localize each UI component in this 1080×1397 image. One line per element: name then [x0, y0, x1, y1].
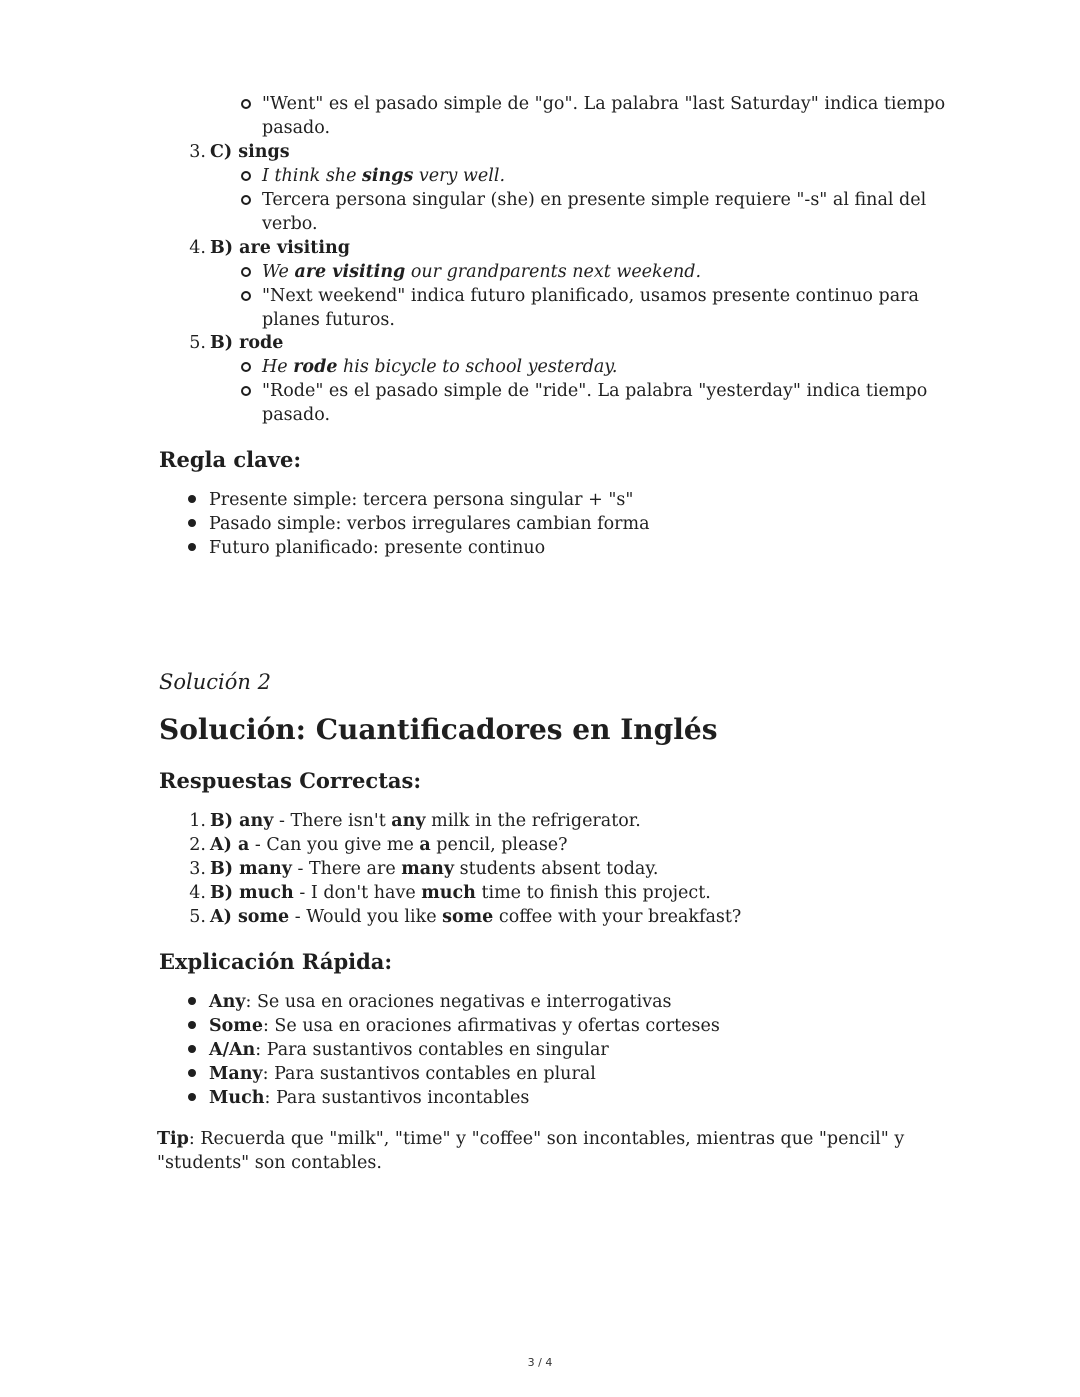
list-item-text: Tercera persona singular (she) en presente simple requiere "-s" al final del — [262, 190, 927, 210]
list-item-text: verbo. — [262, 214, 318, 234]
hollow-bullet-icon — [241, 386, 251, 396]
bullet-icon — [188, 519, 196, 527]
answer-item: B) any - There isn't any milk in the refrigerator. — [210, 811, 641, 831]
rule-item: Presente simple: tercera persona singular + "s" — [209, 490, 634, 510]
hollow-bullet-icon — [241, 195, 251, 205]
tip-paragraph-continued: "students" son contables. — [157, 1153, 382, 1173]
example-sentence: I think she sings very well. — [262, 166, 506, 186]
example-sentence: We are visiting our grandparents next weekend. — [262, 262, 702, 282]
list-number: 5. — [189, 907, 206, 927]
hollow-bullet-icon — [241, 267, 251, 277]
page-title: Solución: Cuantificadores en Inglés — [159, 713, 718, 746]
explanation-item: A/An: Para sustantivos contables en singular — [209, 1040, 609, 1060]
list-number: 3. — [189, 142, 206, 162]
bullet-icon — [188, 543, 196, 551]
list-number: 4. — [189, 238, 206, 258]
explanation-item: Many: Para sustantivos contables en plural — [209, 1064, 596, 1084]
bullet-icon — [188, 1093, 196, 1101]
list-number: 5. — [189, 333, 206, 353]
answer-item: A) a - Can you give me a pencil, please? — [210, 835, 568, 855]
explanation-item: Some: Se usa en oraciones afirmativas y ofertas corteses — [209, 1016, 720, 1036]
section-heading-regla: Regla clave: — [159, 447, 302, 472]
section-heading-respuestas: Respuestas Correctas: — [159, 768, 422, 793]
list-number: 1. — [189, 811, 206, 831]
page-number: 3 / 4 — [527, 1356, 553, 1369]
list-item-text: planes futuros. — [262, 310, 395, 330]
hollow-bullet-icon — [241, 171, 251, 181]
list-item-text: "Next weekend" indica futuro planificado, usamos presente continuo para — [262, 286, 919, 306]
answer-item: B) many - There are many students absent today. — [210, 859, 659, 879]
example-sentence: He rode his bicycle to school yesterday. — [262, 357, 618, 377]
bullet-icon — [188, 1045, 196, 1053]
hollow-bullet-icon — [241, 291, 251, 301]
list-item-text: pasado. — [262, 405, 331, 425]
answer-item: B) much - I don't have much time to finish this project. — [210, 883, 711, 903]
bullet-icon — [188, 1021, 196, 1029]
tip-paragraph: Tip: Recuerda que "milk", "time" y "coffee" son incontables, mientras que "pencil" y — [157, 1129, 905, 1149]
explanation-item: Much: Para sustantivos incontables — [209, 1088, 530, 1108]
rule-item: Pasado simple: verbos irregulares cambian forma — [209, 514, 650, 534]
solution-subtitle: Solución 2 — [159, 670, 271, 694]
list-number: 4. — [189, 883, 206, 903]
list-number: 3. — [189, 859, 206, 879]
hollow-bullet-icon — [241, 362, 251, 372]
list-item-text: "Went" es el pasado simple de "go". La palabra "last Saturday" indica tiempo — [262, 94, 946, 114]
list-item-text: pasado. — [262, 118, 331, 138]
bullet-icon — [188, 997, 196, 1005]
explanation-item: Any: Se usa en oraciones negativas e interrogativas — [209, 992, 672, 1012]
answer-label: B) rode — [210, 333, 284, 353]
list-item-text: "Rode" es el pasado simple de "ride". La palabra "yesterday" indica tiempo — [262, 381, 928, 401]
bullet-icon — [188, 1069, 196, 1077]
hollow-bullet-icon — [241, 99, 251, 109]
answer-item: A) some - Would you like some coffee with your breakfast? — [210, 907, 742, 927]
list-number: 2. — [189, 835, 206, 855]
bullet-icon — [188, 495, 196, 503]
answer-label: C) sings — [210, 142, 290, 162]
answer-label: B) are visiting — [210, 238, 350, 258]
section-heading-explicacion: Explicación Rápida: — [159, 949, 393, 974]
rule-item: Futuro planificado: presente continuo — [209, 538, 546, 558]
